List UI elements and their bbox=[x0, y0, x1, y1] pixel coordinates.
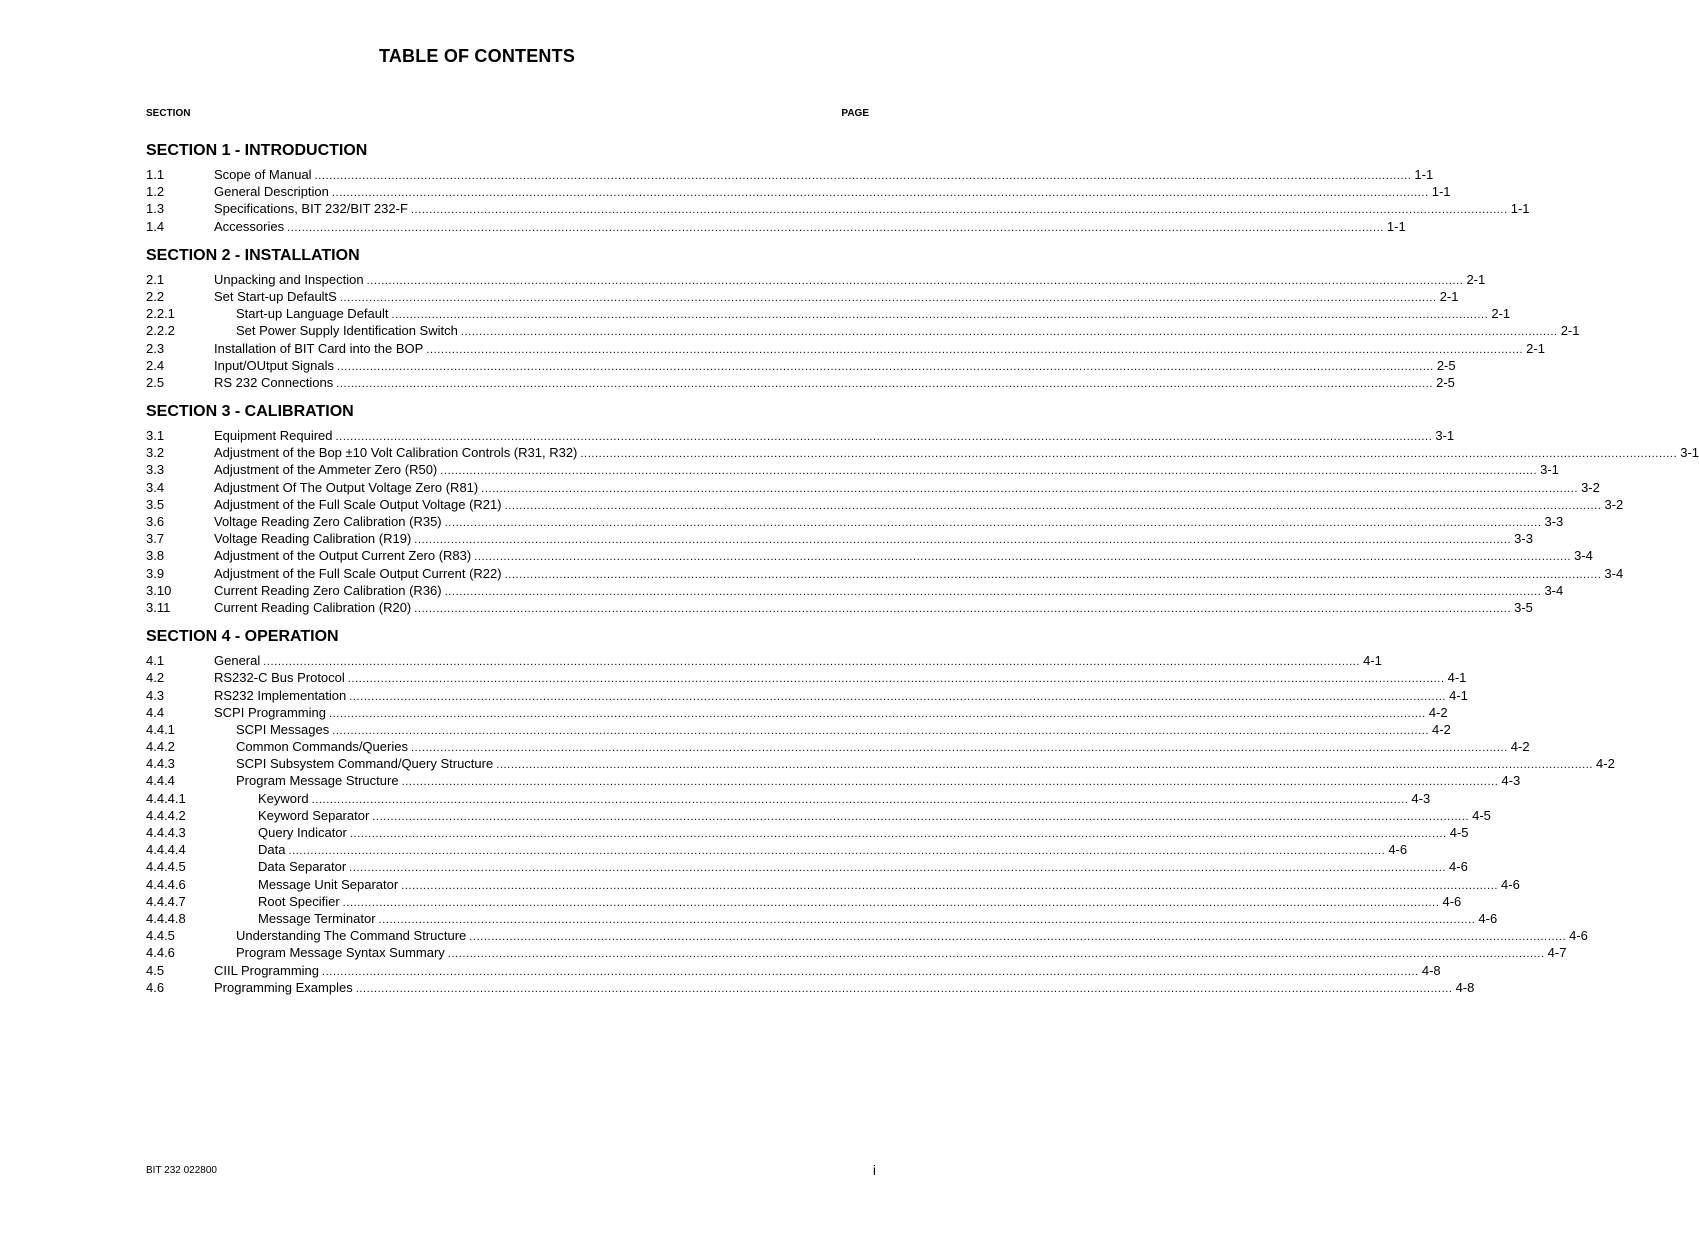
entry-page-number: 2-5 bbox=[1436, 357, 1456, 373]
toc-entry[interactable] bbox=[146, 790, 1431, 807]
entry-number: 4.4.4.7 bbox=[146, 893, 186, 909]
toc-entry[interactable] bbox=[146, 738, 1530, 755]
entry-number: 4.4.3 bbox=[146, 756, 175, 772]
entry-page-number: 4-6 bbox=[1478, 910, 1498, 926]
entry-title: Keyword bbox=[258, 790, 309, 806]
entry-number: 2.4 bbox=[146, 357, 165, 373]
entry-page-number: 4-3 bbox=[1501, 773, 1521, 789]
toc-entry[interactable] bbox=[146, 547, 1593, 564]
toc-entry[interactable] bbox=[146, 807, 1491, 824]
dot-leader: ............................................................................................................................................................................................................................................................................................................ bbox=[444, 585, 1542, 598]
entry-title: Message Terminator bbox=[258, 910, 376, 926]
entry-number: 3.3 bbox=[146, 462, 165, 478]
toc-entry[interactable] bbox=[146, 427, 1455, 444]
toc-entry[interactable] bbox=[146, 772, 1521, 789]
page-title: TABLE OF CONTENTS bbox=[378, 46, 576, 66]
entry-number: 2.3 bbox=[146, 340, 165, 356]
dot-leader: ............................................................................................................................................................................................................................................................................................................ bbox=[504, 499, 1602, 512]
page-column-header: PAGE bbox=[841, 108, 869, 119]
entry-page-number: 4-6 bbox=[1501, 876, 1520, 892]
entry-number: 4.4.4.8 bbox=[146, 910, 186, 926]
entry-number: 3.7 bbox=[146, 531, 165, 547]
toc-entry[interactable] bbox=[146, 530, 1533, 547]
toc-entry[interactable] bbox=[146, 565, 1624, 582]
entry-number: 4.6 bbox=[146, 979, 165, 995]
entry-page-number: 4-2 bbox=[1510, 739, 1530, 755]
entry-title: Set Start-up DefaultS bbox=[214, 288, 337, 304]
dot-leader: ............................................................................................................................................................................................................................................................................................................ bbox=[336, 360, 1434, 373]
entry-title: SCPI Subsystem Command/Query Structure bbox=[236, 756, 494, 772]
toc-entry[interactable] bbox=[146, 979, 1475, 996]
entry-page-number: 3-5 bbox=[1514, 599, 1533, 615]
entry-page-number: 4-8 bbox=[1421, 962, 1441, 978]
toc-entry[interactable] bbox=[146, 271, 1486, 288]
entry-title: General bbox=[214, 653, 261, 669]
entry-number: 2.2 bbox=[146, 288, 165, 304]
entry-number: 4.5 bbox=[146, 962, 165, 978]
dot-leader: ............................................................................................................................................................................................................................................................................................................ bbox=[378, 913, 1476, 926]
entry-title: Keyword Separator bbox=[258, 807, 370, 823]
toc-entry[interactable] bbox=[146, 183, 1451, 200]
dot-leader: ............................................................................................................................................................................................................................................................................................................ bbox=[287, 221, 1384, 234]
entry-number: 3.5 bbox=[146, 496, 165, 512]
dot-leader: ............................................................................................................................................................................................................................................................................................................ bbox=[447, 948, 1545, 961]
entry-title: Programming Examples bbox=[214, 979, 353, 995]
entry-title: Scope of Manual bbox=[214, 167, 312, 182]
toc-entry[interactable] bbox=[146, 513, 1564, 530]
entry-page-number: 4-5 bbox=[1449, 825, 1469, 840]
entry-page-number: 1-1 bbox=[1414, 167, 1434, 182]
entry-title: Adjustment of the Bop ±10 Volt Calibration Controls (R31, R32) bbox=[214, 445, 578, 461]
dot-leader: ............................................................................................................................................................................................................................................................................................................ bbox=[331, 187, 1429, 200]
toc-entry[interactable] bbox=[146, 841, 1408, 858]
toc-entry[interactable] bbox=[146, 721, 1451, 738]
entry-title: SCPI Programming bbox=[214, 704, 326, 720]
entry-title: Common Commands/Queries bbox=[236, 739, 408, 755]
entry-page-number: 3-4 bbox=[1544, 582, 1564, 598]
entry-page-number: 3-2 bbox=[1604, 496, 1624, 512]
dot-leader: ............................................................................................................................................................................................................................................................................................................ bbox=[366, 274, 1464, 287]
entry-number: 4.4.6 bbox=[146, 945, 175, 961]
entry-title: Adjustment Of The Output Voltage Zero (R81) bbox=[214, 479, 479, 495]
dot-leader: ............................................................................................................................................................................................................................................................................................................ bbox=[401, 879, 1499, 892]
toc-entry[interactable] bbox=[146, 218, 1406, 235]
entry-number: 3.11 bbox=[146, 599, 171, 615]
entry-number: 2.5 bbox=[146, 374, 165, 390]
entry-page-number: 4-2 bbox=[1428, 704, 1448, 720]
toc-entry[interactable] bbox=[146, 910, 1498, 927]
entry-page-number: 2-1 bbox=[1526, 340, 1545, 356]
entry-title: RS232 Implementation bbox=[214, 687, 347, 703]
toc-entry[interactable] bbox=[146, 599, 1533, 616]
dot-leader: ............................................................................................................................................................................................................................................................................................................ bbox=[401, 776, 1499, 789]
entry-title: SCPI Messages bbox=[236, 721, 330, 737]
table-of-contents bbox=[146, 141, 1699, 1007]
entry-title: Current Reading Zero Calibration (R36) bbox=[214, 582, 442, 598]
toc-entry[interactable] bbox=[146, 876, 1520, 893]
entry-number: 3.4 bbox=[146, 479, 165, 495]
toc-entry[interactable] bbox=[146, 200, 1530, 217]
entry-page-number: 3-4 bbox=[1574, 548, 1593, 564]
entry-title: Query Indicator bbox=[258, 825, 347, 840]
entry-page-number: 4-6 bbox=[1449, 859, 1468, 875]
dot-leader: ............................................................................................................................................................................................................................................................................................................ bbox=[349, 862, 1447, 875]
dot-leader: ............................................................................................................................................................................................................................................................................................................ bbox=[444, 517, 1542, 529]
entry-number: 4.2 bbox=[146, 670, 165, 686]
toc-entry[interactable] bbox=[146, 479, 1600, 496]
entry-number: 4.4.2 bbox=[146, 739, 175, 755]
toc-entry[interactable] bbox=[146, 669, 1467, 686]
dot-leader: ............................................................................................................................................................................................................................................................................................................ bbox=[332, 724, 1430, 737]
entry-title: Input/OUtput Signals bbox=[214, 357, 334, 373]
entry-page-number: 4-5 bbox=[1472, 807, 1491, 823]
dot-leader: ............................................................................................................................................................................................................................................................................................................ bbox=[328, 707, 1426, 720]
entry-page-number: 2-1 bbox=[1491, 306, 1511, 322]
entry-title: Accessories bbox=[214, 218, 285, 234]
entry-number: 3.9 bbox=[146, 565, 165, 581]
entry-title: Installation of BIT Card into the BOP bbox=[214, 340, 424, 356]
entry-page-number: 4-8 bbox=[1455, 979, 1475, 995]
section-column-header: SECTION bbox=[146, 108, 191, 119]
toc-entry[interactable] bbox=[146, 357, 1456, 374]
entry-title: Adjustment of the Ammeter Zero (R50) bbox=[214, 462, 438, 478]
entry-title: General Description bbox=[214, 184, 329, 200]
footer-page-number: i bbox=[872, 1162, 876, 1178]
entry-title: CIIL Programming bbox=[214, 962, 319, 978]
toc-entry[interactable] bbox=[146, 652, 1382, 669]
entry-page-number: 2-1 bbox=[1439, 288, 1459, 304]
entry-title: Program Message Structure bbox=[236, 773, 399, 789]
toc-entry[interactable] bbox=[146, 305, 1511, 322]
dot-leader: ............................................................................................................................................................................................................................................................................................................ bbox=[339, 291, 1437, 304]
entry-page-number: 4-1 bbox=[1363, 653, 1382, 669]
entry-page-number: 1-1 bbox=[1510, 201, 1530, 217]
entry-number: 3.8 bbox=[146, 548, 165, 564]
section-heading: SECTION 3 - CALIBRATION bbox=[146, 403, 354, 421]
entry-title: Voltage Reading Zero Calibration (R35) bbox=[214, 514, 442, 529]
entry-title: Program Message Syntax Summary bbox=[236, 945, 445, 961]
dot-leader: ............................................................................................................................................................................................................................................................................................................ bbox=[481, 482, 1579, 495]
entry-page-number: 3-3 bbox=[1514, 531, 1533, 547]
entry-number: 1.3 bbox=[146, 201, 165, 217]
entry-page-number: 1-1 bbox=[1386, 218, 1406, 234]
section-heading: SECTION 2 - INSTALLATION bbox=[146, 246, 360, 264]
entry-number: 2.1 bbox=[146, 271, 165, 287]
entry-page-number: 4-6 bbox=[1569, 928, 1588, 944]
toc-entry[interactable] bbox=[146, 944, 1567, 961]
entry-title: Set Power Supply Identification Switch bbox=[236, 323, 458, 339]
dot-leader: ............................................................................................................................................................................................................................................................................................................ bbox=[355, 982, 1453, 995]
dot-leader: ............................................................................................................................................................................................................................................................................................................ bbox=[410, 204, 1508, 217]
toc-entry[interactable] bbox=[146, 582, 1564, 599]
toc-section bbox=[146, 402, 1699, 616]
dot-leader: ............................................................................................................................................................................................................................................................................................................ bbox=[460, 326, 1558, 339]
dot-leader: ............................................................................................................................................................................................................................................................................................................ bbox=[342, 896, 1440, 909]
toc-section bbox=[146, 627, 1615, 996]
entry-page-number: 4-1 bbox=[1449, 687, 1468, 703]
entry-title: Current Reading Calibration (R20) bbox=[214, 599, 412, 615]
entry-page-number: 4-6 bbox=[1442, 893, 1462, 909]
entry-page-number: 4-3 bbox=[1411, 790, 1431, 806]
entry-title: RS232-C Bus Protocol bbox=[214, 670, 345, 686]
entry-number: 4.4.4.4 bbox=[146, 842, 186, 858]
section-heading: SECTION 1 - INTRODUCTION bbox=[146, 142, 368, 159]
footer-doc-id: BIT 232 022800 bbox=[146, 1165, 217, 1176]
dot-leader: ............................................................................................................................................................................................................................................................................................................ bbox=[496, 759, 1594, 772]
entry-number: 3.10 bbox=[146, 582, 172, 598]
entry-number: 2.2.1 bbox=[146, 306, 175, 322]
entry-number: 4.4.5 bbox=[146, 928, 175, 944]
entry-number: 2.2.2 bbox=[146, 323, 175, 339]
toc-entry[interactable] bbox=[146, 704, 1448, 721]
entry-number: 3.6 bbox=[146, 514, 165, 529]
entry-page-number: 3-1 bbox=[1680, 445, 1699, 461]
section-heading: SECTION 4 - OPERATION bbox=[146, 628, 339, 646]
dot-leader: ............................................................................................................................................................................................................................................................................................................ bbox=[314, 170, 1412, 182]
entry-page-number: 4-2 bbox=[1596, 756, 1615, 772]
entry-title: Adjustment of the Full Scale Output Current (R22) bbox=[214, 565, 502, 581]
entry-page-number: 4-7 bbox=[1547, 945, 1567, 961]
entry-number: 4.4.4.2 bbox=[146, 807, 186, 823]
dot-leader: ............................................................................................................................................................................................................................................................................................................ bbox=[335, 431, 1433, 444]
dot-leader: ............................................................................................................................................................................................................................................................................................................ bbox=[372, 810, 1470, 823]
entry-number: 4.3 bbox=[146, 687, 165, 703]
entry-title: RS 232 Connections bbox=[214, 374, 334, 390]
entry-number: 4.4.4 bbox=[146, 773, 175, 789]
dot-leader: ............................................................................................................................................................................................................................................................................................................ bbox=[410, 742, 1508, 755]
entry-title: Data bbox=[258, 842, 286, 858]
toc-entry[interactable] bbox=[146, 858, 1468, 875]
dot-leader: ............................................................................................................................................................................................................................................................................................................ bbox=[504, 568, 1602, 581]
dot-leader: ............................................................................................................................................................................................................................................................................................................ bbox=[322, 965, 1419, 978]
toc-entry[interactable] bbox=[146, 496, 1624, 513]
entry-title: Understanding The Command Structure bbox=[236, 928, 467, 944]
toc-entry[interactable] bbox=[146, 166, 1434, 183]
toc-entry[interactable] bbox=[146, 687, 1468, 704]
entry-title: Message Unit Separator bbox=[258, 876, 399, 892]
toc-entry[interactable] bbox=[146, 461, 1559, 478]
dot-leader: ............................................................................................................................................................................................................................................................................................................ bbox=[414, 534, 1512, 547]
entry-number: 4.4.4.1 bbox=[146, 790, 186, 806]
dot-leader: ............................................................................................................................................................................................................................................................................................................ bbox=[336, 377, 1434, 390]
toc-entry[interactable] bbox=[146, 288, 1459, 305]
dot-leader: ............................................................................................................................................................................................................................................................................................................ bbox=[426, 343, 1524, 356]
entry-number: 4.4.4.5 bbox=[146, 859, 186, 875]
toc-entry[interactable] bbox=[146, 340, 1545, 357]
toc-entry[interactable] bbox=[146, 893, 1462, 910]
entry-title: Unpacking and Inspection bbox=[214, 271, 364, 287]
entry-title: Voltage Reading Calibration (R19) bbox=[214, 531, 412, 547]
dot-leader: ............................................................................................................................................................................................................................................................................................................ bbox=[347, 673, 1445, 686]
entry-title: Equipment Required bbox=[214, 428, 333, 444]
entry-title: Start-up Language Default bbox=[236, 306, 389, 322]
entry-number: 4.4 bbox=[146, 704, 165, 720]
dot-leader: ............................................................................................................................................................................................................................................................................................................ bbox=[474, 551, 1572, 564]
dot-leader: ............................................................................................................................................................................................................................................................................................................ bbox=[391, 309, 1489, 322]
entry-number: 1.2 bbox=[146, 184, 165, 200]
entry-page-number: 2-1 bbox=[1560, 323, 1580, 339]
dot-leader: ............................................................................................................................................................................................................................................................................................................ bbox=[349, 690, 1447, 703]
toc-entry[interactable] bbox=[146, 927, 1588, 944]
toc-entry[interactable] bbox=[146, 322, 1580, 339]
entry-number: 4.4.1 bbox=[146, 721, 175, 737]
dot-leader: ............................................................................................................................................................................................................................................................................................................ bbox=[440, 465, 1538, 478]
entry-page-number: 3-2 bbox=[1581, 479, 1600, 495]
entry-number: 3.2 bbox=[146, 445, 165, 461]
entry-number: 4.4.4.6 bbox=[146, 876, 186, 892]
toc-entry[interactable] bbox=[146, 755, 1615, 772]
entry-page-number: 4-1 bbox=[1447, 670, 1467, 686]
entry-number: 4.4.4.3 bbox=[146, 825, 186, 840]
entry-page-number: 2-5 bbox=[1436, 374, 1455, 390]
dot-leader: ............................................................................................................................................................................................................................................................................................................ bbox=[469, 931, 1567, 944]
entry-page-number: 3-1 bbox=[1435, 428, 1455, 444]
toc-entry[interactable] bbox=[146, 962, 1441, 979]
entry-title: Adjustment of the Output Current Zero (R83) bbox=[214, 548, 472, 564]
toc-section bbox=[146, 141, 1530, 235]
dot-leader: ............................................................................................................................................................................................................................................................................................................ bbox=[580, 448, 1678, 461]
entry-number: 1.1 bbox=[146, 167, 165, 182]
dot-leader: ............................................................................................................................................................................................................................................................................................................ bbox=[263, 656, 1361, 669]
entry-page-number: 4-2 bbox=[1432, 721, 1451, 737]
dot-leader: ............................................................................................................................................................................................................................................................................................................ bbox=[349, 828, 1447, 840]
dot-leader: ............................................................................................................................................................................................................................................................................................................ bbox=[288, 845, 1386, 858]
entry-title: Data Separator bbox=[258, 859, 347, 875]
entry-title: Root Specifier bbox=[258, 893, 340, 909]
entry-page-number: 1-1 bbox=[1431, 184, 1451, 200]
dot-leader: ............................................................................................................................................................................................................................................................................................................ bbox=[311, 793, 1409, 806]
entry-page-number: 2-1 bbox=[1466, 271, 1486, 287]
dot-leader: ............................................................................................................................................................................................................................................................................................................ bbox=[414, 602, 1512, 615]
entry-number: 1.4 bbox=[146, 218, 165, 234]
entry-title: Specifications, BIT 232/BIT 232-F bbox=[214, 201, 408, 217]
entry-number: 4.1 bbox=[146, 653, 165, 669]
entry-page-number: 3-4 bbox=[1604, 565, 1624, 581]
entry-page-number: 3-3 bbox=[1544, 514, 1564, 529]
entry-page-number: 3-1 bbox=[1540, 462, 1559, 478]
entry-title: Adjustment of the Full Scale Output Voltage (R21) bbox=[214, 496, 502, 512]
entry-number: 3.1 bbox=[146, 428, 165, 444]
toc-section bbox=[146, 246, 1580, 391]
toc-entry[interactable] bbox=[146, 374, 1455, 391]
toc-entry[interactable] bbox=[146, 444, 1699, 461]
entry-page-number: 4-6 bbox=[1388, 842, 1408, 858]
toc-entry[interactable] bbox=[146, 824, 1469, 841]
